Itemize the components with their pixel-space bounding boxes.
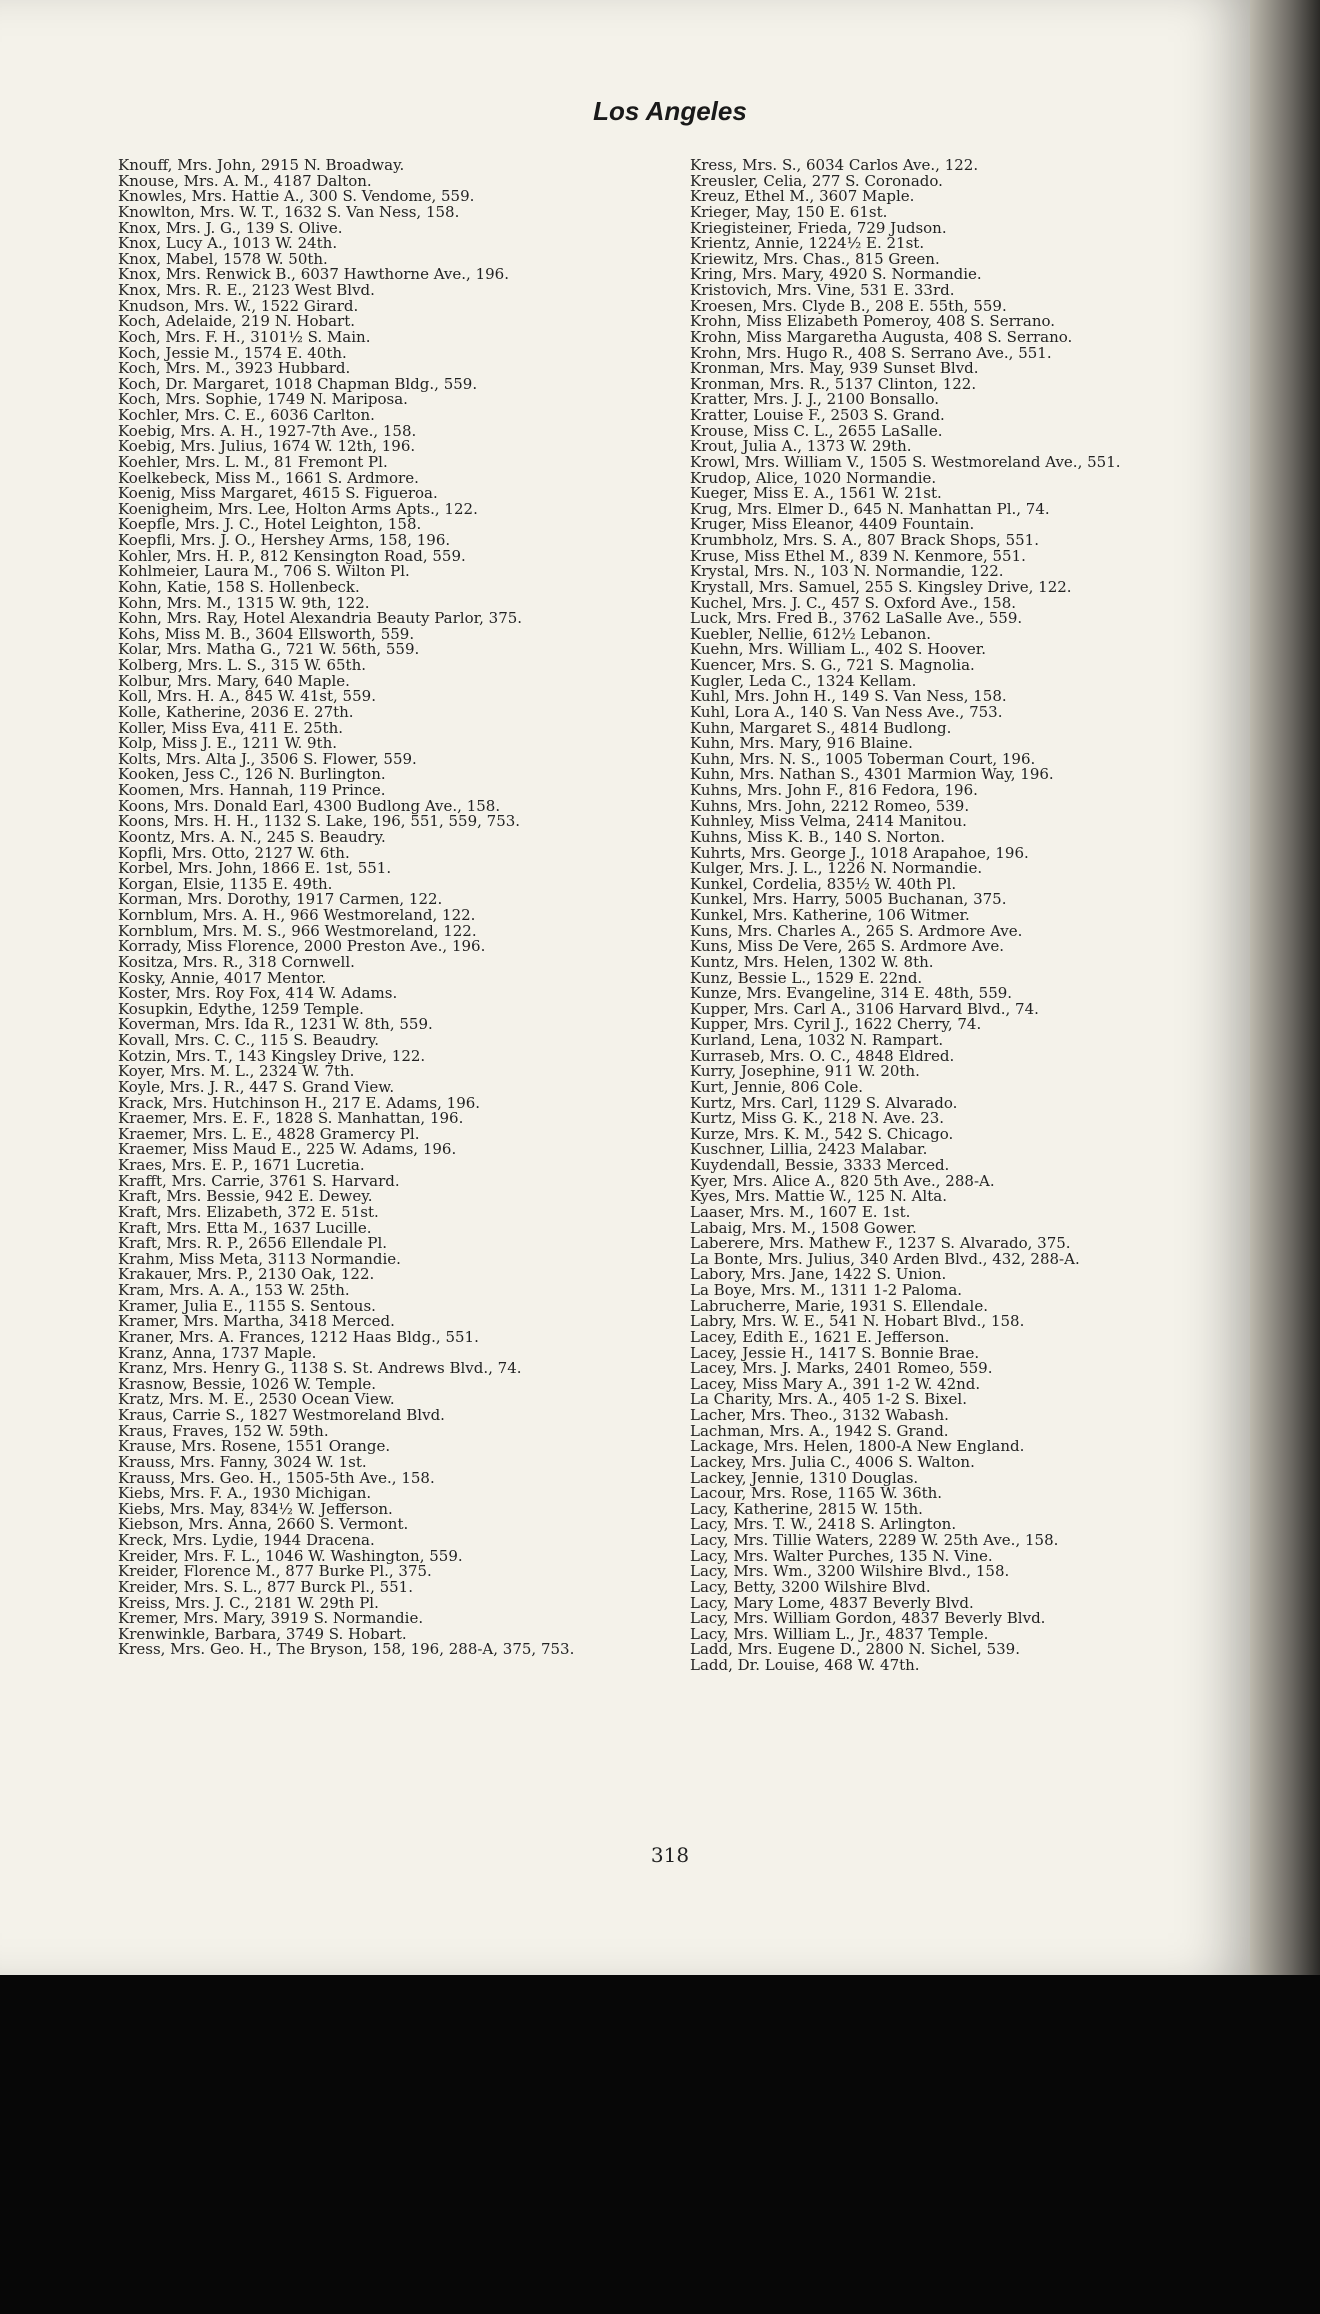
directory-entry: Kranz, Mrs. Henry G., 1138 S. St. Andrews Blvd., 74. (118, 1359, 522, 1378)
directory-entry: Kranz, Anna, 1737 Maple. (118, 1343, 317, 1362)
directory-entry: Kunze, Mrs. Evangeline, 314 E. 48th, 559. (690, 984, 1013, 1003)
directory-entry: Kyer, Mrs. Alice A., 820 5th Ave., 288-A. (690, 1171, 995, 1190)
directory-entry: Kramer, Mrs. Martha, 3418 Merced. (118, 1312, 395, 1331)
page-number: 318 (650, 1843, 690, 1867)
directory-entry: Kurtz, Miss G. K., 218 N. Ave. 23. (690, 1109, 945, 1128)
directory-entry: Kuntz, Mrs. Helen, 1302 W. 8th. (690, 952, 934, 971)
directory-entry: Kring, Mrs. Mary, 4920 S. Normandie. (690, 265, 982, 284)
directory-entry: Koebig, Mrs. Julius, 1674 W. 12th, 196. (118, 437, 416, 456)
directory-entry: Koenig, Miss Margaret, 4615 S. Figueroa. (118, 484, 438, 503)
directory-entry: Kuhns, Mrs. John, 2212 Romeo, 539. (690, 796, 970, 815)
directory-entry: Kuhl, Mrs. John H., 149 S. Van Ness, 158. (690, 687, 1007, 706)
directory-entry: Koehler, Mrs. L. M., 81 Fremont Pl. (118, 452, 388, 471)
directory-entry: Kohler, Mrs. H. P., 812 Kensington Road, 559. (118, 546, 466, 565)
directory-entry: Kremer, Mrs. Mary, 3919 S. Normandie. (118, 1609, 424, 1628)
directory-entry: Lacy, Mrs. Walter Purches, 135 N. Vine. (690, 1546, 993, 1565)
page-title: Los Angeles (593, 96, 747, 126)
directory-entry: La Bonte, Mrs. Julius, 340 Arden Blvd., 432, 288-A. (690, 1249, 1080, 1268)
directory-entry: Kueger, Miss E. A., 1561 W. 21st. (690, 484, 942, 503)
directory-entry: Lackage, Mrs. Helen, 1800-A New England. (690, 1437, 1025, 1456)
directory-entry: Kolbur, Mrs. Mary, 640 Maple. (118, 671, 350, 690)
directory-entry: Kuhns, Mrs. John F., 816 Fedora, 196. (690, 781, 978, 799)
directory-entry: Labaig, Mrs. M., 1508 Gower. (690, 1218, 917, 1237)
directory-entry: Koelkebeck, Miss M., 1661 S. Ardmore. (118, 468, 419, 487)
directory-entry: Krauss, Mrs. Fanny, 3024 W. 1st. (118, 1452, 367, 1471)
directory-entry: Kurt, Jennie, 806 Cole. (690, 1077, 864, 1096)
directory-entry: Lacy, Mrs. Tillie Waters, 2289 W. 25th Ave., 158. (690, 1531, 1059, 1549)
right-column (690, 158, 1248, 1674)
directory-entry: Koepfle, Mrs. J. C., Hotel Leighton, 158. (118, 515, 422, 534)
directory-entry: Kuhl, Lora A., 140 S. Van Ness Ave., 753. (690, 702, 1003, 721)
directory-entry: Kyes, Mrs. Mattie W., 125 N. Alta. (690, 1187, 947, 1206)
directory-entry: Kohn, Katie, 158 S. Hollenbeck. (118, 577, 360, 596)
directory-entry: Kreiss, Mrs. J. C., 2181 W. 29th Pl. (118, 1593, 379, 1612)
directory-entry: Labory, Mrs. Jane, 1422 S. Union. (690, 1265, 947, 1284)
directory-entry: Krowl, Mrs. William V., 1505 S. Westmoreland Ave., 551. (690, 452, 1121, 471)
directory-entry: Lacy, Mrs. T. W., 2418 S. Arlington. (690, 1515, 957, 1534)
directory-entry: Lacy, Mrs. William L., Jr., 4837 Temple. (690, 1624, 989, 1643)
directory-entry: Krauss, Mrs. Geo. H., 1505-5th Ave., 158. (118, 1468, 435, 1487)
directory-entry: Kraner, Mrs. A. Frances, 1212 Haas Bldg., 551. (118, 1327, 479, 1346)
directory-entry: Kornblum, Mrs. M. S., 966 Westmoreland, 122. (118, 921, 477, 940)
directory-entry: La Charity, Mrs. A., 405 1-2 S. Bixel. (690, 1390, 967, 1409)
directory-entry: Koch, Jessie M., 1574 E. 40th. (118, 343, 347, 362)
directory-entry: Kratter, Louise F., 2503 S. Grand. (690, 406, 945, 424)
directory-entry: Kraft, Mrs. Etta M., 1637 Lucille. (118, 1218, 372, 1237)
directory-entry: Kupper, Mrs. Cyril J., 1622 Cherry, 74. (690, 1015, 982, 1034)
directory-entry: Krieger, May, 150 E. 61st. (690, 202, 888, 221)
directory-entry: Kriegisteiner, Frieda, 729 Judson. (690, 218, 947, 237)
directory-entry: Kolar, Mrs. Matha G., 721 W. 56th, 559. (118, 640, 420, 659)
directory-entry: Kratz, Mrs. M. E., 2530 Ocean View. (118, 1390, 395, 1409)
directory-entry: Kristovich, Mrs. Vine, 531 E. 33rd. (690, 281, 955, 299)
directory-entry: Kolberg, Mrs. L. S., 315 W. 65th. (118, 656, 366, 674)
directory-entry: Krystall, Mrs. Samuel, 255 S. Kingsley Drive, 122. (690, 577, 1072, 596)
directory-entry: Krahm, Miss Meta, 3113 Normandie. (118, 1249, 401, 1268)
directory-entry: Kreider, Mrs. S. L., 877 Burck Pl., 551. (118, 1577, 413, 1596)
directory-entry: Kiebs, Mrs. May, 834½ W. Jefferson. (118, 1499, 393, 1518)
directory-entry: Knouff, Mrs. John, 2915 N. Broadway. (118, 158, 405, 174)
directory-entry: Kupper, Mrs. Carl A., 3106 Harvard Blvd., 74. (690, 999, 1039, 1018)
directory-entry: Knox, Mrs. R. E., 2123 West Blvd. (118, 281, 375, 299)
directory-entry: Kuencer, Mrs. S. G., 721 S. Magnolia. (690, 656, 975, 674)
directory-entry: Kolle, Katherine, 2036 E. 27th. (118, 702, 354, 721)
directory-entry: Koll, Mrs. H. A., 845 W. 41st, 559. (118, 687, 376, 706)
directory-entry: Kunz, Bessie L., 1529 E. 22nd. (690, 968, 923, 987)
directory-entry: Kotzin, Mrs. T., 143 Kingsley Drive, 122. (118, 1046, 426, 1065)
directory-entry: Kreider, Mrs. F. L., 1046 W. Washington, 559. (118, 1546, 463, 1565)
directory-entry: Lacy, Mrs. William Gordon, 4837 Beverly Blvd. (690, 1609, 1046, 1628)
directory-entry: Laberere, Mrs. Mathew F., 1237 S. Alvarado, 375. (690, 1234, 1071, 1253)
directory-entry: Kraus, Fraves, 152 W. 59th. (118, 1421, 329, 1440)
left-column (118, 158, 678, 1658)
directory-entry: Kraft, Mrs. R. P., 2656 Ellendale Pl. (118, 1234, 388, 1253)
directory-entry: Kuhns, Miss K. B., 140 S. Norton. (690, 827, 945, 846)
directory-entry: Labry, Mrs. W. E., 541 N. Hobart Blvd., 158. (690, 1312, 1025, 1331)
directory-entry: Kopfli, Mrs. Otto, 2127 W. 6th. (118, 843, 350, 862)
directory-entry: Kuhrts, Mrs. George J., 1018 Arapahoe, 196. (690, 843, 1029, 862)
directory-entry: Kooken, Jess C., 126 N. Burlington. (118, 765, 386, 784)
directory-entry: La Boye, Mrs. M., 1311 1-2 Paloma. (690, 1281, 963, 1299)
directory-entry: Koch, Adelaide, 219 N. Hobart. (118, 312, 356, 331)
directory-entry: Ladd, Dr. Louise, 468 W. 47th. (690, 1656, 920, 1674)
directory-entry: Korrady, Miss Florence, 2000 Preston Ave., 196. (118, 937, 486, 956)
directory-entry: Kohs, Miss M. B., 3604 Ellsworth, 559. (118, 624, 415, 643)
directory-entry: Kiebs, Mrs. F. A., 1930 Michigan. (118, 1484, 372, 1503)
directory-entry: Kriewitz, Mrs. Chas., 815 Green. (690, 249, 940, 268)
directory-entry: Krohn, Mrs. Hugo R., 408 S. Serrano Ave., 551. (690, 343, 1052, 362)
directory-entry: Krasnow, Bessie, 1026 W. Temple. (118, 1374, 377, 1393)
directory-entry: Kreusler, Celia, 277 S. Coronado. (690, 171, 943, 190)
directory-entry: Kram, Mrs. A. A., 153 W. 25th. (118, 1281, 350, 1299)
directory-entry: Kochler, Mrs. C. E., 6036 Carlton. (118, 406, 375, 424)
directory-entry: Lachman, Mrs. A., 1942 S. Grand. (690, 1421, 949, 1440)
directory-entry: Koyle, Mrs. J. R., 447 S. Grand View. (118, 1077, 395, 1096)
directory-entry: Kress, Mrs. Geo. H., The Bryson, 158, 196, 288-A, 375, 753. (118, 1640, 575, 1658)
directory-entry: Krohn, Miss Margaretha Augusta, 408 S. Serrano. (690, 327, 1073, 346)
directory-entry: Kositza, Mrs. R., 318 Cornwell. (118, 952, 355, 971)
directory-entry: Krohn, Miss Elizabeth Pomeroy, 408 S. Serrano. (690, 312, 1056, 331)
directory-entry: Kratter, Mrs. J. J., 2100 Bonsallo. (690, 390, 940, 409)
directory-entry: Lacey, Edith E., 1621 E. Jefferson. (690, 1327, 950, 1346)
directory-entry: Koch, Mrs. Sophie, 1749 N. Mariposa. (118, 390, 408, 409)
directory-entry: Kraft, Mrs. Elizabeth, 372 E. 51st. (118, 1202, 379, 1221)
directory-entry: Lackey, Jennie, 1310 Douglas. (690, 1468, 919, 1487)
directory-entry: Kunkel, Mrs. Katherine, 106 Witmer. (690, 906, 970, 924)
directory-entry: Kurtz, Mrs. Carl, 1129 S. Alvarado. (690, 1093, 958, 1112)
directory-entry: Kreck, Mrs. Lydie, 1944 Dracena. (118, 1531, 375, 1549)
directory-entry: Kuhnley, Miss Velma, 2414 Manitou. (690, 812, 967, 831)
directory-entry: Knox, Mabel, 1578 W. 50th. (118, 249, 328, 268)
directory-entry: Laaser, Mrs. M., 1607 E. 1st. (690, 1202, 911, 1221)
directory-entry: Lacy, Betty, 3200 Wilshire Blvd. (690, 1577, 931, 1596)
directory-entry: Koch, Mrs. M., 3923 Hubbard. (118, 359, 351, 378)
directory-entry: Korman, Mrs. Dorothy, 1917 Carmen, 122. (118, 890, 443, 909)
directory-entry: Kuhn, Mrs. Mary, 916 Blaine. (690, 734, 913, 753)
directory-entry: Ladd, Mrs. Eugene D., 2800 N. Sichel, 539. (690, 1640, 1020, 1659)
directory-entry: Kohn, Mrs. M., 1315 W. 9th, 122. (118, 593, 370, 612)
directory-entry: Kuehn, Mrs. William L., 402 S. Hoover. (690, 640, 987, 659)
directory-entry: Krakauer, Mrs. P., 2130 Oak, 122. (118, 1265, 375, 1284)
directory-entry: Krug, Mrs. Elmer D., 645 N. Manhattan Pl., 74. (690, 499, 1050, 518)
directory-entry: Kraus, Carrie S., 1827 Westmoreland Blvd. (118, 1406, 445, 1424)
directory-entry: Kreuz, Ethel M., 3607 Maple. (690, 187, 915, 206)
directory-entry: Kiebson, Mrs. Anna, 2660 S. Vermont. (118, 1515, 409, 1534)
directory-entry: Kronman, Mrs. May, 939 Sunset Blvd. (690, 359, 979, 378)
directory-entry: Lacher, Mrs. Theo., 3132 Wabash. (690, 1406, 949, 1424)
directory-entry: Koebig, Mrs. A. H., 1927-7th Ave., 158. (118, 421, 417, 440)
directory-entry: Kunkel, Mrs. Harry, 5005 Buchanan, 375. (690, 890, 1007, 909)
directory-entry: Krumbholz, Mrs. S. A., 807 Brack Shops, 551. (690, 531, 1039, 549)
directory-entry: Koch, Mrs. F. H., 3101½ S. Main. (118, 327, 371, 346)
directory-entry: Kuebler, Nellie, 612½ Lebanon. (690, 624, 931, 643)
directory-entry: Kornblum, Mrs. A. H., 966 Westmoreland, 122. (118, 906, 476, 924)
directory-entry: Kuydendall, Bessie, 3333 Merced. (690, 1156, 950, 1174)
directory-entry: Krause, Mrs. Rosene, 1551 Orange. (118, 1437, 391, 1456)
directory-entry: Kurland, Lena, 1032 N. Rampart. (690, 1031, 944, 1049)
directory-entry: Kraes, Mrs. E. P., 1671 Lucretia. (118, 1156, 365, 1174)
directory-entry: Koenigheim, Mrs. Lee, Holton Arms Apts., 122. (118, 499, 478, 518)
directory-entry: Koster, Mrs. Roy Fox, 414 W. Adams. (118, 984, 398, 1003)
directory-entry: Koch, Dr. Margaret, 1018 Chapman Bldg., 559. (118, 374, 478, 393)
directory-entry: Krack, Mrs. Hutchinson H., 217 E. Adams, 196. (118, 1093, 481, 1112)
directory-entry: Kuns, Mrs. Charles A., 265 S. Ardmore Ave. (690, 921, 1023, 940)
directory-entry: Krout, Julia A., 1373 W. 29th. (690, 437, 912, 456)
directory-entry: Krafft, Mrs. Carrie, 3761 S. Harvard. (118, 1171, 400, 1190)
directory-entry: Kraemer, Mrs. L. E., 4828 Gramercy Pl. (118, 1124, 420, 1143)
directory-entry: Krudop, Alice, 1020 Normandie. (690, 468, 937, 487)
directory-entry: Kraemer, Mrs. E. F., 1828 S. Manhattan, 196. (118, 1109, 464, 1128)
directory-entry: Lacey, Mrs. J. Marks, 2401 Romeo, 559. (690, 1359, 993, 1378)
directory-entry: Kunkel, Cordelia, 835½ W. 40th Pl. (690, 874, 957, 893)
directory-entry: Kress, Mrs. S., 6034 Carlos Ave., 122. (690, 158, 979, 174)
directory-entry: Knox, Mrs. Renwick B., 6037 Hawthorne Ave., 196. (118, 265, 509, 284)
directory-entry: Kruger, Miss Eleanor, 4409 Fountain. (690, 515, 975, 534)
directory-entry: Kulger, Mrs. J. L., 1226 N. Normandie. (690, 859, 983, 878)
directory-entry: Kronman, Mrs. R., 5137 Clinton, 122. (690, 374, 977, 393)
directory-entry: Lacy, Mary Lome, 4837 Beverly Blvd. (690, 1593, 974, 1612)
directory-entry: Krenwinkle, Barbara, 3749 S. Hobart. (118, 1624, 407, 1643)
directory-entry: Koons, Mrs. H. H., 1132 S. Lake, 196, 551, 559, 753. (118, 812, 521, 831)
directory-entry: Koomen, Mrs. Hannah, 119 Prince. (118, 781, 386, 799)
directory-entry: Korbel, Mrs. John, 1866 E. 1st, 551. (118, 859, 392, 878)
directory-entry: Koverman, Mrs. Ida R., 1231 W. 8th, 559. (118, 1015, 433, 1034)
directory-entry: Korgan, Elsie, 1135 E. 49th. (118, 874, 333, 893)
directory-entry: Kovall, Mrs. C. C., 115 S. Beaudry. (118, 1031, 380, 1049)
directory-entry: Kugler, Leda C., 1324 Kellam. (690, 671, 917, 690)
directory-entry: Kramer, Julia E., 1155 S. Sentous. (118, 1296, 376, 1315)
directory-entry: Knox, Lucy A., 1013 W. 24th. (118, 234, 338, 253)
directory-entry: Krientz, Annie, 1224½ E. 21st. (690, 234, 925, 253)
directory-entry: Kuschner, Lillia, 2423 Malabar. (690, 1140, 928, 1159)
directory-entry: Knox, Mrs. J. G., 139 S. Olive. (118, 218, 343, 237)
directory-entry: Kuhn, Mrs. N. S., 1005 Toberman Court, 196. (690, 749, 1036, 768)
directory-entry: Lacour, Mrs. Rose, 1165 W. 36th. (690, 1484, 943, 1503)
directory-entry: Kruse, Miss Ethel M., 839 N. Kenmore, 551. (690, 546, 1026, 565)
directory-entry: Kuhn, Margaret S., 4814 Budlong. (690, 718, 952, 737)
directory-entry: Krouse, Miss C. L., 2655 LaSalle. (690, 421, 943, 440)
directory-entry: Kohn, Mrs. Ray, Hotel Alexandria Beauty Parlor, 375. (118, 609, 523, 628)
directory-entry: Kolts, Mrs. Alta J., 3506 S. Flower, 559. (118, 749, 417, 768)
directory-entry: Kuchel, Mrs. J. C., 457 S. Oxford Ave., 158. (690, 593, 1017, 612)
directory-entry: Lacey, Miss Mary A., 391 1-2 W. 42nd. (690, 1374, 981, 1393)
directory-entry: Lacy, Katherine, 2815 W. 15th. (690, 1499, 923, 1518)
directory-entry: Luck, Mrs. Fred B., 3762 LaSalle Ave., 559. (690, 609, 1023, 628)
directory-entry: Koontz, Mrs. A. N., 245 S. Beaudry. (118, 827, 386, 846)
directory-entry: Kosky, Annie, 4017 Mentor. (118, 968, 327, 987)
directory-entry: Kroesen, Mrs. Clyde B., 208 E. 55th, 559. (690, 296, 1007, 315)
directory-entry: Knouse, Mrs. A. M., 4187 Dalton. (118, 171, 372, 190)
directory-entry: Lacy, Mrs. Wm., 3200 Wilshire Blvd., 158. (690, 1562, 1010, 1581)
directory-entry: Knowlton, Mrs. W. T., 1632 S. Van Ness, 158. (118, 202, 460, 221)
book-edge (1250, 0, 1320, 1975)
directory-entry: Krystal, Mrs. N., 103 N. Normandie, 122. (690, 562, 1004, 581)
directory-entry: Kolp, Miss J. E., 1211 W. 9th. (118, 734, 338, 753)
directory-entry: Koons, Mrs. Donald Earl, 4300 Budlong Ave., 158. (118, 796, 501, 815)
directory-entry: Labrucherre, Marie, 1931 S. Ellendale. (690, 1296, 989, 1315)
directory-entry: Koepfli, Mrs. J. O., Hershey Arms, 158, 196. (118, 531, 451, 549)
directory-entry: Kurze, Mrs. K. M., 542 S. Chicago. (690, 1124, 954, 1143)
directory-entry: Knowles, Mrs. Hattie A., 300 S. Vendome, 559. (118, 187, 475, 206)
directory-entry: Knudson, Mrs. W., 1522 Girard. (118, 296, 359, 315)
directory-entry: Koyer, Mrs. M. L., 2324 W. 7th. (118, 1062, 355, 1081)
directory-entry: Kraft, Mrs. Bessie, 942 E. Dewey. (118, 1187, 373, 1206)
directory-entry: Kurraseb, Mrs. O. C., 4848 Eldred. (690, 1046, 955, 1065)
directory-entry: Lacey, Jessie H., 1417 S. Bonnie Brae. (690, 1343, 980, 1362)
directory-entry: Lackey, Mrs. Julia C., 4006 S. Walton. (690, 1452, 975, 1471)
directory-entry: Kraemer, Miss Maud E., 225 W. Adams, 196. (118, 1140, 457, 1159)
directory-entry: Koller, Miss Eva, 411 E. 25th. (118, 718, 344, 737)
directory-entry: Kurry, Josephine, 911 W. 20th. (690, 1062, 920, 1081)
directory-entry: Kosupkin, Edythe, 1259 Temple. (118, 999, 364, 1018)
directory-entry: Kuhn, Mrs. Nathan S., 4301 Marmion Way, 196. (690, 765, 1054, 784)
directory-entry: Kuns, Miss De Vere, 265 S. Ardmore Ave. (690, 937, 1005, 956)
directory-entry: Kreider, Florence M., 877 Burke Pl., 375. (118, 1562, 432, 1581)
directory-entry: Kohlmeier, Laura M., 706 S. Wilton Pl. (118, 562, 410, 581)
